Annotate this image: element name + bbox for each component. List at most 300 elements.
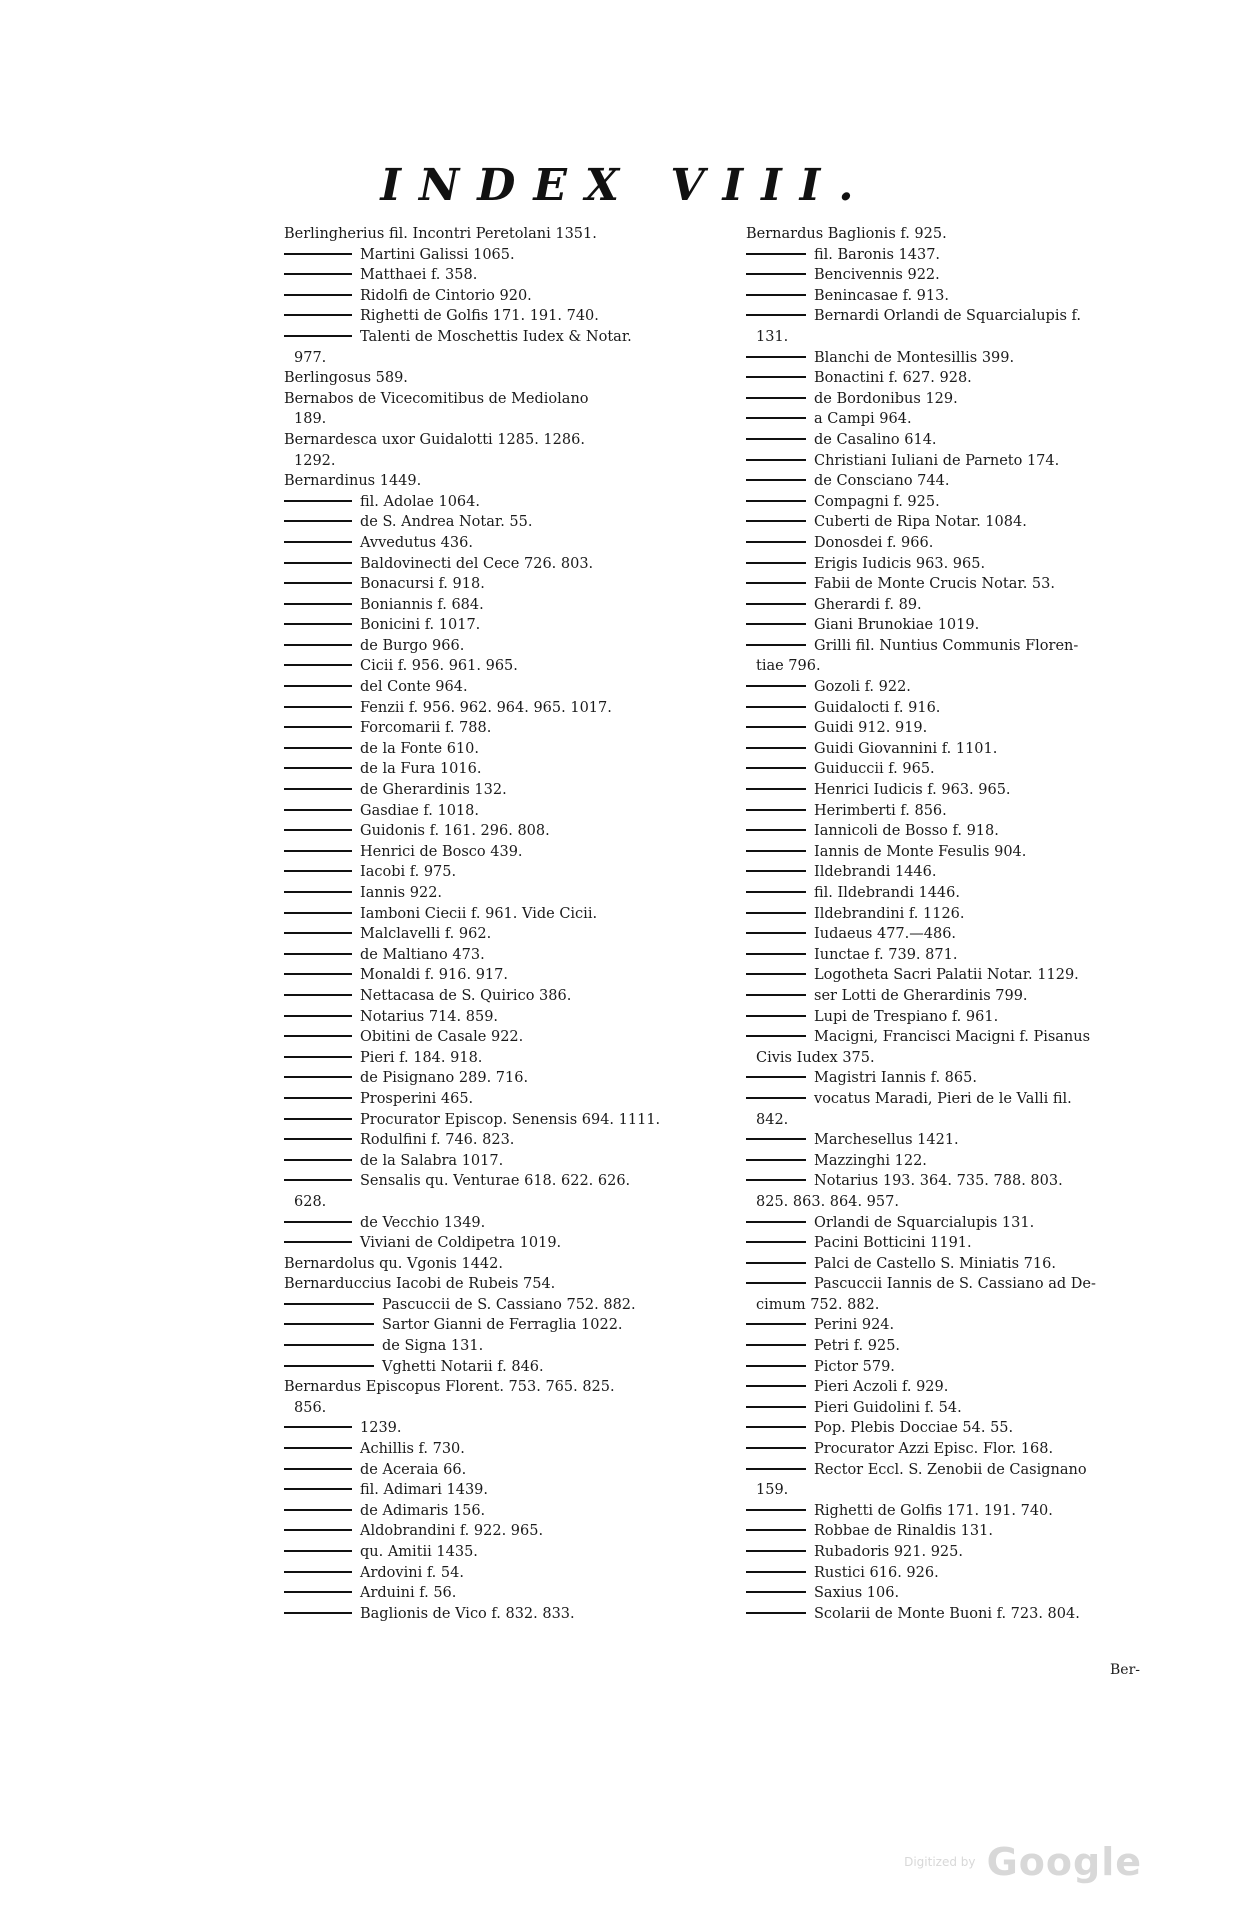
repeat-dash [746, 1426, 806, 1428]
repeat-dash [284, 1118, 352, 1120]
repeat-dash [284, 706, 352, 708]
index-entry [746, 1439, 1201, 1460]
index-entry [284, 1460, 734, 1481]
repeat-dash [746, 1468, 806, 1470]
index-entry [284, 1130, 734, 1151]
repeat-dash [284, 1221, 352, 1223]
index-entry [284, 224, 734, 245]
repeat-dash [746, 994, 806, 996]
repeat-dash [284, 685, 352, 687]
repeat-dash [284, 1550, 352, 1552]
repeat-dash [284, 994, 352, 996]
index-entry-text: Bonicini f. 1017. [360, 617, 481, 634]
index-entry-text: Bernabos de Vicecomitibus de Mediolano [284, 390, 589, 407]
index-entry [746, 409, 1201, 430]
repeat-dash [284, 664, 352, 666]
index-entry [284, 1480, 734, 1501]
repeat-dash [746, 253, 806, 255]
index-entry [284, 615, 734, 636]
repeat-dash [746, 479, 806, 481]
repeat-dash [284, 644, 352, 646]
index-entry-text: Cicii f. 956. 961. 965. [360, 658, 518, 675]
index-entry-text: de Casalino 614. [814, 431, 937, 448]
repeat-dash [284, 500, 352, 502]
index-entry [284, 739, 734, 760]
repeat-dash [746, 870, 806, 872]
index-entry [284, 1336, 734, 1357]
index-entry [746, 615, 1201, 636]
index-entry-text: Procurator Azzi Episc. Flor. 168. [814, 1441, 1054, 1458]
repeat-dash [746, 953, 806, 955]
index-entry [284, 554, 734, 575]
index-entry-text: Pieri f. 184. 918. [360, 1049, 483, 1066]
repeat-dash [746, 747, 806, 749]
index-entry-text: 842. [756, 1111, 789, 1128]
index-entry [746, 842, 1201, 863]
index-entry [284, 821, 734, 842]
repeat-dash [746, 1262, 806, 1264]
index-entry [746, 636, 1201, 657]
index-entry-text: Bernardolus qu. Vgonis 1442. [284, 1255, 503, 1272]
index-entry [746, 471, 1201, 492]
index-entry-text: Arduini f. 56. [360, 1585, 457, 1602]
index-entry [746, 1110, 1201, 1131]
index-entry-text: Bernardi Orlandi de Squarcialupis f. [814, 308, 1081, 325]
index-entry-text: Ildebrandi 1446. [814, 864, 937, 881]
index-entry [284, 698, 734, 719]
index-entry-text: Ridolfi de Cintorio 920. [360, 287, 532, 304]
index-entry [284, 265, 734, 286]
index-entry [284, 574, 734, 595]
index-entry [284, 451, 734, 472]
repeat-dash [284, 1159, 352, 1161]
index-entry [284, 862, 734, 883]
index-entry-text: Pictor 579. [814, 1358, 895, 1375]
repeat-dash [284, 932, 352, 934]
index-entry-text: de Gherardinis 132. [360, 782, 507, 799]
index-entry-text: Iannis de Monte Fesulis 904. [814, 843, 1027, 860]
repeat-dash [746, 438, 806, 440]
index-entry [746, 1377, 1201, 1398]
index-entry-text: Rubadoris 921. 925. [814, 1544, 963, 1560]
index-entry-text: de Bordonibus 129. [814, 390, 958, 407]
index-entry-text: Erigis Iudicis 963. 965. [814, 555, 986, 572]
index-entry [284, 1027, 734, 1048]
index-entry [284, 1233, 734, 1254]
index-entry-text: Obitini de Casale 922. [360, 1029, 524, 1046]
index-entry-text: Iudaeus 477.—486. [814, 926, 957, 943]
index-entry [284, 1604, 734, 1625]
index-entry-text: Bonacursi f. 918. [360, 576, 485, 593]
repeat-dash [284, 520, 352, 522]
repeat-dash [284, 1365, 374, 1367]
index-entry-text: de la Fonte 610. [360, 740, 480, 757]
index-entry-text: Iunctae f. 739. 871. [814, 946, 958, 963]
index-entry-text: Gasdiae f. 1018. [360, 802, 480, 819]
index-entry [746, 245, 1201, 266]
index-entry [746, 1583, 1201, 1604]
index-entry-text: Ardovini f. 54. [360, 1564, 464, 1581]
index-entry [746, 945, 1201, 966]
index-entry-text: Monaldi f. 916. 917. [360, 967, 508, 984]
index-entry [746, 1068, 1201, 1089]
index-entry [746, 821, 1201, 842]
repeat-dash [284, 335, 352, 337]
repeat-dash [284, 850, 352, 852]
index-entry [746, 801, 1201, 822]
index-entry [746, 965, 1201, 986]
index-entry-text: 1292. [294, 452, 336, 469]
index-entry [284, 656, 734, 677]
index-entry-text: Viviani de Coldipetra 1019. [360, 1235, 562, 1252]
index-entry-text: Forcomarii f. 788. [360, 720, 492, 737]
index-entry [746, 286, 1201, 307]
index-entry-text: de Pisignano 289. 716. [360, 1070, 529, 1087]
index-entry-text: Matthaei f. 358. [360, 267, 478, 284]
index-entry [746, 739, 1201, 760]
index-entry-text: Iamboni Ciecii f. 961. Vide Cicii. [360, 905, 598, 922]
repeat-dash [284, 562, 352, 564]
index-entry [284, 1377, 734, 1398]
index-entry [746, 533, 1201, 554]
repeat-dash [284, 973, 352, 975]
repeat-dash [746, 644, 806, 646]
index-entry-text: 131. [756, 328, 789, 345]
index-entry-text: Compagni f. 925. [814, 493, 940, 510]
repeat-dash [746, 973, 806, 975]
index-entry-text: fil. Adolae 1064. [360, 493, 480, 510]
index-entry [746, 1027, 1201, 1048]
index-entry [284, 883, 734, 904]
index-entry-text: Righetti de Golfis 171. 191. 740. [360, 308, 599, 325]
repeat-dash [746, 788, 806, 790]
repeat-dash [284, 1241, 352, 1243]
index-entry [284, 306, 734, 327]
index-entry-text: Pop. Plebis Docciae 54. 55. [814, 1420, 1014, 1437]
repeat-dash [284, 1323, 374, 1325]
repeat-dash [746, 1076, 806, 1078]
repeat-dash [284, 273, 352, 275]
index-entry-text: Sartor Gianni de Ferraglia 1022. [382, 1317, 623, 1334]
index-entry [284, 595, 734, 616]
repeat-dash [746, 829, 806, 831]
index-entry [284, 1501, 734, 1522]
repeat-dash [284, 747, 352, 749]
index-entry-text: Achillis f. 730. [360, 1441, 465, 1458]
repeat-dash [746, 314, 806, 316]
repeat-dash [284, 623, 352, 625]
repeat-dash [284, 726, 352, 728]
index-entry-text: de Signa 131. [382, 1338, 484, 1355]
repeat-dash [746, 1241, 806, 1243]
index-entry [746, 554, 1201, 575]
index-entry [284, 389, 734, 410]
index-entry [746, 1418, 1201, 1439]
index-entry-text: del Conte 964. [360, 679, 468, 696]
index-entry-text: Fenzii f. 956. 962. 964. 965. 1017. [360, 699, 612, 716]
index-entry-text: Martini Galissi 1065. [360, 246, 515, 263]
repeat-dash [746, 1323, 806, 1325]
index-entry-text: tiae 796. [756, 658, 821, 675]
index-entry [284, 965, 734, 986]
repeat-dash [746, 1282, 806, 1284]
index-entry [746, 759, 1201, 780]
index-entry-text: Bernardesca uxor Guidalotti 1285. 1286. [284, 431, 585, 448]
index-entry [746, 451, 1201, 472]
repeat-dash [284, 1303, 374, 1305]
index-entry [284, 1151, 734, 1172]
index-entry-text: Guiduccii f. 965. [814, 761, 935, 778]
repeat-dash [746, 1447, 806, 1449]
index-entry [746, 430, 1201, 451]
index-entry [284, 1295, 734, 1316]
repeat-dash [746, 932, 806, 934]
index-entry-text: Fabii de Monte Crucis Notar. 53. [814, 576, 1055, 593]
repeat-dash [746, 417, 806, 419]
index-entry [284, 368, 734, 389]
repeat-dash [746, 1550, 806, 1552]
index-entry [746, 1192, 1201, 1213]
index-entry [284, 842, 734, 863]
repeat-dash [284, 1529, 352, 1531]
index-entry [284, 512, 734, 533]
repeat-dash [746, 891, 806, 893]
index-entry-text: Notarius 193. 364. 735. 788. 803. [814, 1173, 1063, 1190]
repeat-dash [746, 397, 806, 399]
index-entry-text: de Aceraia 66. [360, 1461, 467, 1478]
repeat-dash [284, 1447, 352, 1449]
index-entry-text: Guidi Giovannini f. 1101. [814, 740, 998, 757]
repeat-dash [746, 767, 806, 769]
index-entry [284, 1192, 734, 1213]
index-entry [284, 1007, 734, 1028]
index-entry-text: vocatus Maradi, Pieri de le Valli fil. [814, 1090, 1072, 1107]
index-entry-text: Scolarii de Monte Buoni f. 723. 804. [814, 1605, 1080, 1622]
index-entry [284, 1439, 734, 1460]
index-entry [284, 1254, 734, 1275]
repeat-dash [746, 912, 806, 914]
index-entry-text: Bernardinus 1449. [284, 473, 422, 490]
repeat-dash [284, 603, 352, 605]
index-entry-text: Baldovinecti del Cece 726. 803. [360, 555, 594, 572]
index-entry [746, 1274, 1201, 1295]
page-heading: INDEX VIII. [380, 160, 872, 211]
repeat-dash [746, 1406, 806, 1408]
repeat-dash [746, 273, 806, 275]
index-entry-text: Iannicoli de Bosso f. 918. [814, 823, 999, 840]
index-entry [746, 595, 1201, 616]
index-entry [746, 1048, 1201, 1069]
repeat-dash [284, 1015, 352, 1017]
index-entry-text: Perini 924. [814, 1317, 895, 1334]
repeat-dash [746, 356, 806, 358]
repeat-dash [746, 603, 806, 605]
index-entry-text: Giani Brunokiae 1019. [814, 617, 980, 634]
index-entry [284, 759, 734, 780]
index-entry [284, 471, 734, 492]
index-entry-text: Bencivennis 922. [814, 267, 940, 284]
index-entry-text: Pacini Botticini 1191. [814, 1235, 972, 1252]
index-entry-text: Henrici de Bosco 439. [360, 843, 523, 860]
index-entry [284, 1171, 734, 1192]
index-entry-text: a Campi 964. [814, 411, 912, 428]
index-entry-text: Bonactini f. 627. 928. [814, 370, 972, 387]
index-entry [284, 1563, 734, 1584]
repeat-dash [284, 891, 352, 893]
repeat-dash [746, 1591, 806, 1593]
repeat-dash [746, 376, 806, 378]
repeat-dash [284, 541, 352, 543]
repeat-dash [284, 829, 352, 831]
index-entry-text: Prosperini 465. [360, 1090, 474, 1107]
repeat-dash [284, 1076, 352, 1078]
repeat-dash [746, 459, 806, 461]
index-entry [746, 327, 1201, 348]
index-entry-text: Guidi 912. 919. [814, 720, 928, 737]
repeat-dash [746, 809, 806, 811]
index-entry [284, 409, 734, 430]
repeat-dash [746, 726, 806, 728]
index-entry [746, 883, 1201, 904]
index-entry-text: 628. [294, 1193, 327, 1210]
repeat-dash [746, 520, 806, 522]
right-index-column [746, 224, 1201, 1624]
index-entry-text: Logotheta Sacri Palatii Notar. 1129. [814, 967, 1079, 984]
index-entry-text: 856. [294, 1399, 327, 1416]
index-entry [746, 904, 1201, 925]
index-entry [746, 1233, 1201, 1254]
left-index-column [284, 224, 734, 1624]
repeat-dash [284, 1056, 352, 1058]
repeat-dash [746, 706, 806, 708]
index-entry-text: de la Salabra 1017. [360, 1152, 504, 1169]
index-entry-text: fil. Baronis 1437. [814, 246, 941, 263]
index-entry [746, 677, 1201, 698]
index-entry-text: Iannis 922. [360, 885, 443, 901]
index-entry [284, 1048, 734, 1069]
index-entry-text: Pascuccii Iannis de S. Cassiano ad De- [814, 1276, 1096, 1293]
index-entry [284, 1110, 734, 1131]
watermark-small-text: Digitized by [904, 1855, 976, 1869]
index-entry [284, 1213, 734, 1234]
index-entry-text: Blanchi de Montesillis 399. [814, 349, 1015, 366]
index-entry [746, 1480, 1201, 1501]
index-entry-text: Benincasae f. 913. [814, 287, 949, 304]
repeat-dash [284, 1426, 352, 1428]
index-entry-text: 189. [294, 411, 327, 428]
repeat-dash [284, 294, 352, 296]
index-entry-text: Petri f. 925. [814, 1338, 901, 1355]
index-entry [746, 348, 1201, 369]
watermark-logo-text: Google [986, 1840, 1142, 1884]
index-entry-text: 825. 863. 864. 957. [756, 1193, 899, 1210]
index-entry [746, 512, 1201, 533]
index-entry-text: Rector Eccl. S. Zenobii de Casignano [814, 1461, 1087, 1478]
index-entry [284, 1089, 734, 1110]
index-entry [746, 1315, 1201, 1336]
index-entry-text: Pieri Guidolini f. 54. [814, 1399, 962, 1416]
index-entry [284, 1583, 734, 1604]
index-entry-text: Ildebrandini f. 1126. [814, 905, 965, 922]
index-entry [746, 1542, 1201, 1563]
index-entry [284, 718, 734, 739]
index-entry-text: Procurator Episcop. Senensis 694. 1111. [360, 1111, 661, 1128]
repeat-dash [284, 1591, 352, 1593]
index-entry [746, 718, 1201, 739]
index-entry-text: Guidonis f. 161. 296. 808. [360, 823, 550, 840]
index-entry-text: Civis Iudex 375. [756, 1049, 875, 1066]
index-entry [284, 430, 734, 451]
repeat-dash [284, 253, 352, 255]
index-entry [746, 1089, 1201, 1110]
repeat-dash [746, 1179, 806, 1181]
index-entry-text: Donosdei f. 966. [814, 534, 934, 551]
repeat-dash [284, 582, 352, 584]
index-entry-text: Berlingherius fil. Incontri Peretolani 1351. [284, 226, 597, 242]
index-entry-text: Pieri Aczoli f. 929. [814, 1379, 949, 1396]
repeat-dash [284, 1612, 352, 1614]
index-entry-text: Bernarduccius Iacobi de Rubeis 754. [284, 1276, 556, 1293]
repeat-dash [746, 1571, 806, 1573]
index-entry [746, 1336, 1201, 1357]
index-entry [284, 1398, 734, 1419]
repeat-dash [284, 1571, 352, 1573]
index-entry [284, 327, 734, 348]
repeat-dash [746, 1529, 806, 1531]
index-entry-text: Herimberti f. 856. [814, 802, 947, 819]
index-entry-text: de Burgo 966. [360, 637, 465, 654]
index-entry [746, 1213, 1201, 1234]
index-entry-text: Aldobrandini f. 922. 965. [360, 1523, 544, 1540]
digitized-watermark [904, 1840, 1142, 1884]
repeat-dash [284, 870, 352, 872]
index-entry-text: cimum 752. 882. [756, 1296, 880, 1313]
index-entry-text: Orlandi de Squarcialupis 131. [814, 1214, 1035, 1231]
repeat-dash [284, 809, 352, 811]
index-entry [746, 389, 1201, 410]
index-entry [746, 1521, 1201, 1542]
repeat-dash [746, 582, 806, 584]
repeat-dash [284, 953, 352, 955]
repeat-dash [746, 1344, 806, 1346]
index-entry [284, 904, 734, 925]
index-entry [746, 492, 1201, 513]
index-entry [746, 1460, 1201, 1481]
index-entry-text: Pascuccii de S. Cassiano 752. 882. [382, 1296, 636, 1313]
repeat-dash [746, 294, 806, 296]
index-entry-text: Sensalis qu. Venturae 618. 622. 626. [360, 1173, 631, 1190]
index-entry [746, 265, 1201, 286]
index-entry [284, 1521, 734, 1542]
repeat-dash [284, 912, 352, 914]
index-entry-text: de Adimaris 156. [360, 1502, 486, 1519]
index-entry [746, 574, 1201, 595]
index-entry-text: de Vecchio 1349. [360, 1214, 486, 1231]
index-entry [284, 1418, 734, 1439]
index-entry-text: ser Lotti de Gherardinis 799. [814, 987, 1028, 1004]
repeat-dash [746, 1365, 806, 1367]
index-entry-text: de Maltiano 473. [360, 946, 485, 963]
index-entry-text: Saxius 106. [814, 1585, 900, 1602]
index-entry-text: Boniannis f. 684. [360, 596, 484, 613]
index-entry [284, 636, 734, 657]
index-entry-text: Talenti de Moschettis Iudex & Notar. [360, 328, 632, 345]
index-entry-text: Cuberti de Ripa Notar. 1084. [814, 514, 1027, 531]
index-entry-text: Marchesellus 1421. [814, 1132, 959, 1149]
repeat-dash [746, 1015, 806, 1017]
repeat-dash [284, 788, 352, 790]
index-entry-text: Macigni, Francisci Macigni f. Pisanus [814, 1029, 1091, 1046]
